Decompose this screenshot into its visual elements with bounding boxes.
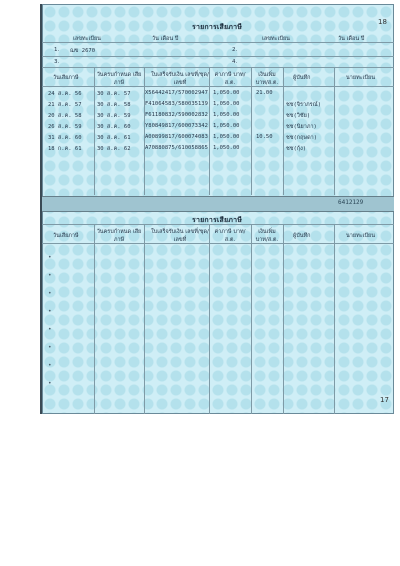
row-receipt: F41064583/580035139 <box>145 101 208 107</box>
page-number-top: 18 <box>378 18 387 26</box>
reg-row3-num: 3. <box>54 59 60 65</box>
row-due: 30 ส.ค. 60 <box>97 124 131 130</box>
row-date: 20 ส.ค. 58 <box>48 113 82 119</box>
col-receipt: ใบเสร็จรับเงิน เลขที่/ชุด/เลขที่ <box>151 72 209 86</box>
lower-col-divider-1 <box>94 224 95 414</box>
row-due: 30 ส.ค. 62 <box>97 146 131 152</box>
reg-line-1 <box>42 42 394 43</box>
col-divider-3 <box>209 67 210 195</box>
col-tax-amount: ค่าภาษี บาท/ส.ต. <box>214 72 246 86</box>
row-receipt: X56442417/570002947 <box>145 90 208 96</box>
col-divider-2 <box>144 67 145 195</box>
margin-dot: • <box>48 254 52 261</box>
row-date: 26 ส.ค. 59 <box>48 124 82 130</box>
lower-col-divider-3 <box>209 224 210 414</box>
reg-row1-num: 1. <box>54 47 60 53</box>
page-number-bottom: 17 <box>380 396 389 404</box>
row-due: 30 ส.ค. 61 <box>97 135 131 141</box>
lower-col-divider-5 <box>283 224 284 414</box>
col-surcharge: เงินเพิ่ม บาท/ส.ต. <box>255 72 279 86</box>
lower-col-tax-amount: ค่าภาษี บาท/ส.ต. <box>214 229 246 243</box>
col-divider-5 <box>283 67 284 195</box>
row-date: 24 ส.ค. 56 <box>48 91 82 97</box>
col-divider-4 <box>251 67 252 195</box>
lower-col-registrar: นายทะเบียน <box>346 233 376 239</box>
row-by: ชช(วิชัย) <box>286 113 311 119</box>
row-by: ชช(กุ้ง) <box>286 146 307 152</box>
lower-col-divider-6 <box>334 224 335 414</box>
reg-head-far: วัน เดือน ปี <box>338 36 365 42</box>
col-tax-date: วันเสียภาษี <box>53 75 79 81</box>
col-receiver: ผู้บันทึก <box>293 75 311 81</box>
row-amount: 1,050.00 <box>213 112 240 118</box>
row-by: ชช(กฤษดา) <box>286 135 318 141</box>
lower-col-tax-date: วันเสียภาษี <box>53 233 79 239</box>
lower-col-receiver: ผู้บันทึก <box>293 233 311 239</box>
margin-dot: • <box>48 344 52 351</box>
row-amount: 1,050.00 <box>213 134 240 140</box>
row-surcharge: 21.00 <box>256 90 273 96</box>
lower-col-receipt: ใบเสร็จรับเงิน เลขที่/ชุด/เลขที่ <box>151 229 209 243</box>
row-due: 30 ส.ค. 57 <box>97 91 131 97</box>
row-receipt: A00899817/600074083 <box>145 134 208 140</box>
row-amount: 1,050.00 <box>213 90 240 96</box>
row-due: 30 ส.ค. 58 <box>97 102 131 108</box>
lower-col-period-end: วันครบกำหนด เสียภาษี <box>96 229 142 243</box>
col-registrar: นายทะเบียน <box>346 75 376 81</box>
col-period-end: วันครบกำหนด เสียภาษี <box>96 72 142 86</box>
margin-dot: • <box>48 272 52 279</box>
margin-dot: • <box>48 308 52 315</box>
row-receipt: Y80849817/600073342 <box>145 123 208 129</box>
lower-col-surcharge: เงินเพิ่ม บาท/ส.ต. <box>255 229 279 243</box>
row-by: ชช(นิยาภา) <box>286 124 317 130</box>
reg-row4-num: 4. <box>232 59 238 65</box>
margin-dot: • <box>48 290 52 297</box>
reg-row1-value: ฌข 2670 <box>70 48 96 54</box>
reg-head-left: เลขทะเบียน <box>73 36 101 42</box>
lower-col-divider-2 <box>144 224 145 414</box>
serial-number: 6412129 <box>338 199 364 206</box>
row-receipt: F61180832/590002832 <box>145 112 208 118</box>
row-receipt: A70880875/610058865 <box>145 145 208 151</box>
row-date: 21 ส.ค. 57 <box>48 102 82 108</box>
row-amount: 1,050.00 <box>213 145 240 151</box>
col-divider-1 <box>94 67 95 195</box>
row-date: 31 ส.ค. 60 <box>48 135 82 141</box>
row-by: ชช(จิราภรณ์) <box>286 102 322 108</box>
row-amount: 1,050.00 <box>213 101 240 107</box>
row-surcharge: 10.50 <box>256 134 273 140</box>
reg-row2-num: 2. <box>232 47 238 53</box>
lower-section-title: รายการเสียภาษี <box>192 216 243 224</box>
row-amount: 1,050.00 <box>213 123 240 129</box>
row-date: 18 ก.ค. 61 <box>48 146 82 152</box>
row-due: 30 ส.ค. 59 <box>97 113 131 119</box>
margin-dot: • <box>48 380 52 387</box>
reg-head-mid: วัน เดือน ปี <box>152 36 179 42</box>
margin-dot: • <box>48 326 52 333</box>
lower-col-divider-4 <box>251 224 252 414</box>
reg-head-right: เลขทะเบียน <box>262 36 290 42</box>
section-title: รายการเสียภาษี <box>192 23 243 31</box>
margin-dot: • <box>48 362 52 369</box>
col-divider-6 <box>334 67 335 195</box>
reg-line-2 <box>42 56 394 57</box>
